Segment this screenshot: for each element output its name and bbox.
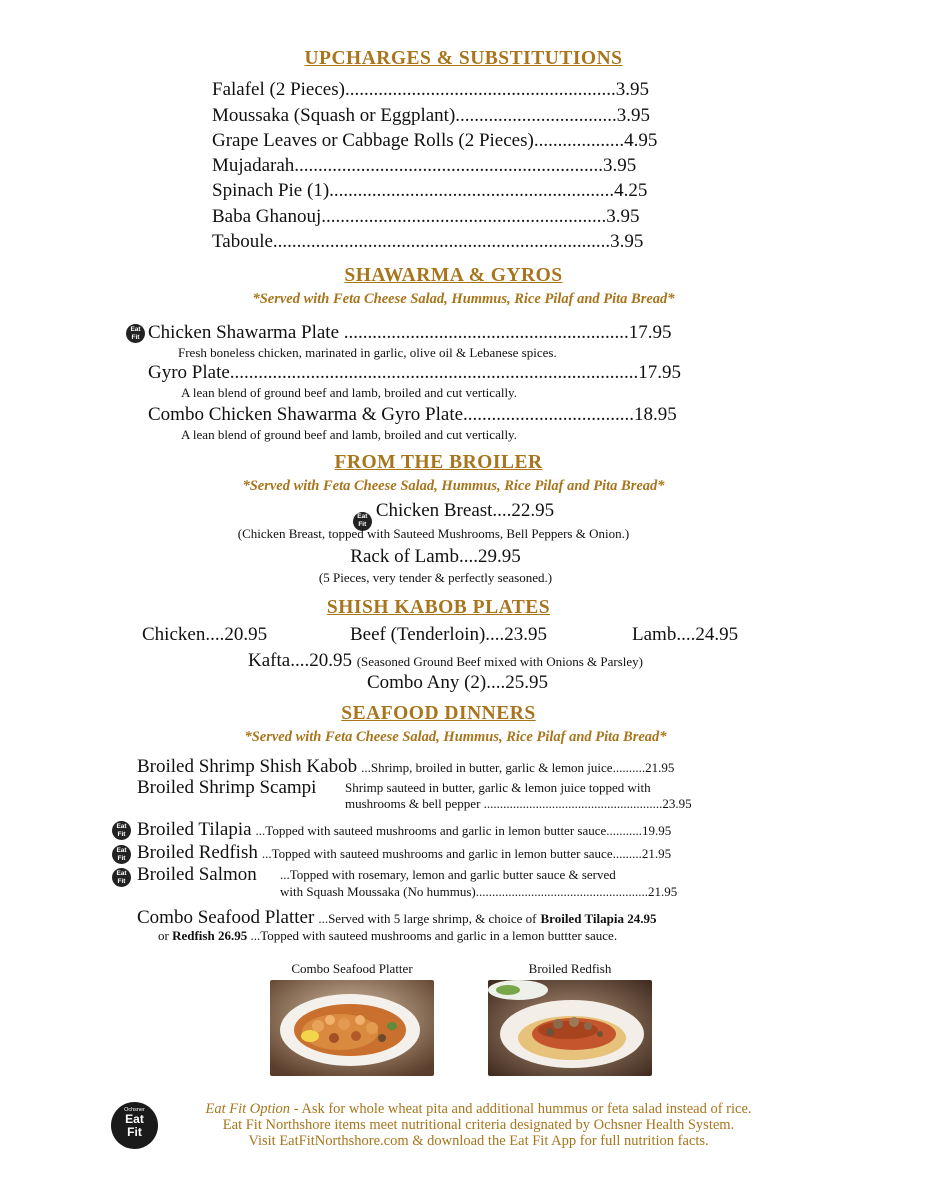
seafood-note: *Served with Feta Cheese Salad, Hummus, Rice Pilaf and Pita Bread* [244,729,667,745]
footer-line-1: Eat Fit Option - Ask for whole wheat pita and additional hummus or feta salad instead of rice. [205,1101,752,1117]
item-chicken-shawarma-desc: Fresh boneless chicken, marinated in garlic, olive oil & Lebanese spices. [178,345,557,360]
item-shrimp-scampi-name: Broiled Shrimp Scampi [137,777,317,798]
item-salmon-desc1: ...Topped with rosemary, lemon and garlic butter sauce & served [280,867,616,882]
item-combo-shawarma-gyro: Combo Chicken Shawarma & Gyro Plate....................................18.95 [148,404,677,425]
item-combo-shawarma-gyro-desc: A lean blend of ground beef and lamb, broiled and cut vertically. [181,427,517,442]
eat-fit-badge-icon: Eat Fit [126,324,145,343]
eat-fit-badge-icon: Eat Fit [112,821,131,840]
item-salmon-name: Broiled Salmon [137,864,257,885]
eat-fit-badge-icon: Eat Fit [112,868,131,887]
upcharge-item-moussaka: Moussaka (Squash or Eggplant)..................................3.95 [212,105,651,126]
kabob-chicken: Chicken....20.95 [142,624,268,645]
shawarma-heading: SHAWARMA & GYROS [344,265,563,286]
footer-line-3: Visit EatFitNorthshore.com & download the Eat Fit App for full nutrition facts. [248,1133,709,1149]
eat-fit-badge-icon: Eat Fit [112,845,131,864]
item-shrimp-kabob: Broiled Shrimp Shish Kabob ...Shrimp, broiled in butter, garlic & lemon juice..........21.95 [137,756,675,777]
item-gyro-plate: Gyro Plate......................................................................................17.95 [148,362,682,383]
kabob-lamb: Lamb....24.95 [632,624,739,645]
item-salmon-desc2: with Squash Moussaka (No hummus).....................................................21.95 [280,884,678,899]
photo-combo-seafood-platter [270,980,434,1076]
item-shrimp-scampi-desc1: Shrimp sauteed in butter, garlic & lemon juice topped with [345,780,651,795]
item-chicken-shawarma-plate: Chicken Shawarma Plate ............................................................17.95 [148,322,672,343]
item-rack-of-lamb-desc: (5 Pieces, very tender & perfectly seasoned.) [318,570,553,585]
upcharge-item-baba-ghanouj: Baba Ghanouj............................................................3.95 [212,206,640,227]
eat-fit-logo-icon: Ochsner Eat Fit [111,1102,158,1149]
upcharge-item-mujadarah: Mujadarah.................................................................3.95 [212,155,637,176]
item-redfish: Broiled Redfish ...Topped with sauteed mushrooms and garlic in lemon butter sauce.........21.95 [137,842,672,863]
photo-label-combo-platter: Combo Seafood Platter [291,961,413,976]
broiler-note: *Served with Feta Cheese Salad, Hummus, Rice Pilaf and Pita Bread* [242,478,665,494]
kabob-combo: Combo Any (2)....25.95 [366,672,549,693]
footer-line-2: Eat Fit Northshore items meet nutritional criteria designated by Ochsner Health System. [222,1117,735,1133]
item-tilapia: Broiled Tilapia ...Topped with sauteed mushrooms and garlic in lemon butter sauce...........19.95 [137,819,672,840]
eat-fit-badge-icon: Eat Fit [353,512,372,531]
item-shrimp-scampi-desc2: mushrooms & bell pepper .......................................................23.95 [345,796,692,811]
item-gyro-desc: A lean blend of ground beef and lamb, broiled and cut vertically. [181,385,517,400]
photo-label-redfish: Broiled Redfish [528,961,612,976]
item-combo-seafood-platter: Combo Seafood Platter ...Served with 5 large shrimp, & choice of Broiled Tilapia 24.95 [137,907,657,928]
item-rack-of-lamb: Rack of Lamb....29.95 [350,546,521,567]
upcharges-heading: UPCHARGES & SUBSTITUTIONS [304,48,623,69]
seafood-heading: SEAFOOD DINNERS [341,703,536,724]
item-chicken-breast-desc: (Chicken Breast, topped with Sauteed Mushrooms, Bell Peppers & Onion.) [237,526,630,541]
photo-broiled-redfish [488,980,652,1076]
upcharge-item-spinach-pie: Spinach Pie (1)............................................................4.25 [212,180,648,201]
broiler-heading: FROM THE BROILER [334,452,543,473]
item-chicken-breast: Eat Fit Chicken Breast....22.95 [0,500,917,531]
upcharge-item-taboule: Taboule.......................................................................3.95 [212,231,644,252]
kabob-heading: SHISH KABOB PLATES [326,597,551,618]
kabob-beef: Beef (Tenderloin)....23.95 [350,624,548,645]
kabob-kafta: Kafta....20.95 (Seasoned Ground Beef mixed with Onions & Parsley) [248,650,644,671]
upcharge-item-falafel: Falafel (2 Pieces).........................................................3.95 [212,79,649,100]
upcharge-item-grape-leaves: Grape Leaves or Cabbage Rolls (2 Pieces)...................4.95 [212,130,658,151]
shawarma-note: *Served with Feta Cheese Salad, Hummus, Rice Pilaf and Pita Bread* [252,291,675,307]
item-combo-seafood-platter-line2: or Redfish 26.95 ...Topped with sauteed mushrooms and garlic in a lemon buttter sauce. [158,928,618,943]
